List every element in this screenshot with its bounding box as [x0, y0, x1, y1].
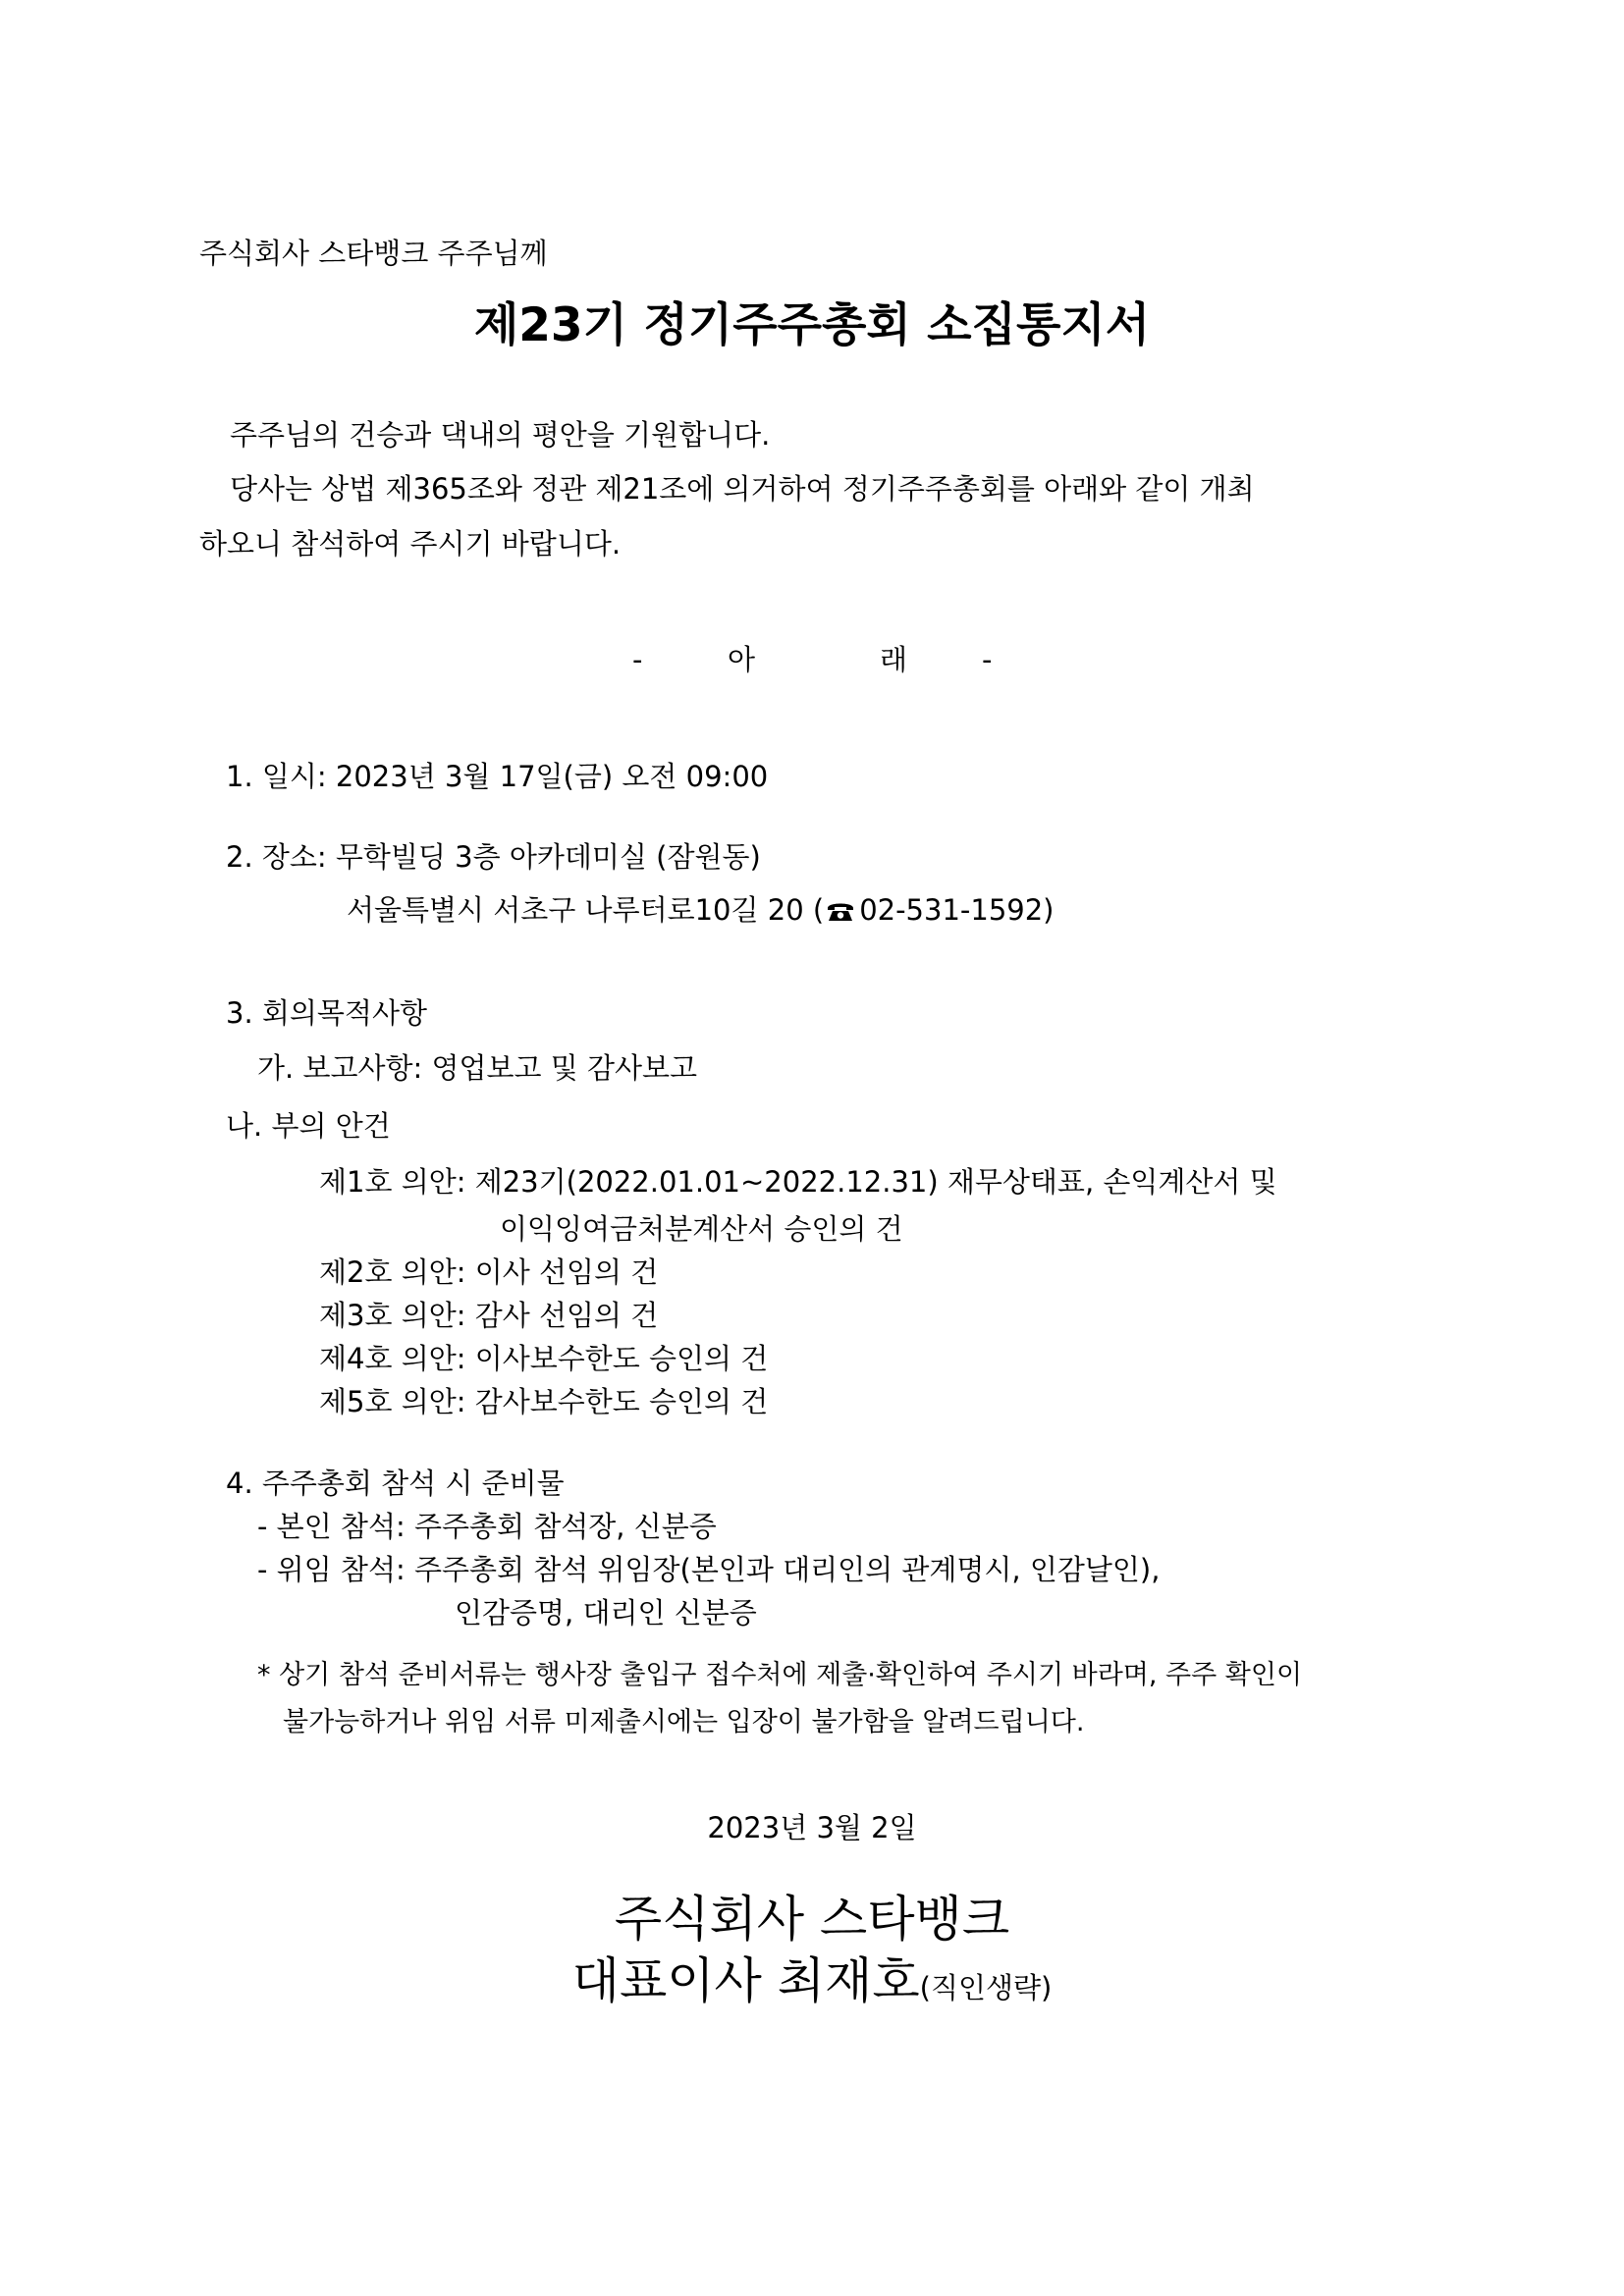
- agenda-item-1: 제1호 의안: 제23기(2022.01.01~2022.12.31) 재무상태표, 손익계산서 및: [319, 1165, 1277, 1199]
- intro-line-3: 하오니 참석하여 주시기 바랍니다.: [199, 527, 622, 561]
- item-agenda-heading: 3. 회의목적사항: [226, 996, 427, 1030]
- addressee: 주식회사 스타뱅크 주주님께: [199, 237, 548, 270]
- prep-proxy: - 위임 참석: 주주총회 참석 위임장(본인과 대리인의 관계명시, 인감날인),: [257, 1553, 1161, 1586]
- seal-note: (직인생략): [919, 1971, 1053, 2004]
- location-address: [347, 893, 1055, 927]
- ara-dash-left: -: [632, 643, 643, 676]
- item-preparations: 4. 주주총회 참석 시 준비물: [226, 1467, 565, 1500]
- ara-dash-right: -: [982, 643, 993, 676]
- telephone-icon: [826, 899, 855, 923]
- item-location: 2. 장소: 무학빌딩 3층 아카데미실 (잠원동): [226, 840, 761, 874]
- agenda-item-1-cont: 이익잉여금처분계산서 승인의 건: [500, 1212, 903, 1246]
- phone-number: 02-531-1592): [859, 893, 1055, 927]
- issue-date: 2023년 3월 2일: [707, 1811, 917, 1844]
- document-title: 제23기 정기주주총회 소집통지서: [473, 298, 1151, 352]
- ara-a: 아: [728, 643, 756, 676]
- agenda-item-3: 제3호 의안: 감사 선임의 건: [319, 1299, 659, 1332]
- address-text: 서울특별시 서초구 나루터로10길 20 (: [347, 893, 825, 927]
- note-line-2: 불가능하거나 위임 서류 미제출시에는 입장이 불가함을 알려드립니다.: [283, 1707, 1085, 1737]
- agenda-heading: 나. 부의 안건: [226, 1109, 391, 1143]
- agenda-item-4: 제4호 의안: 이사보수한도 승인의 건: [319, 1342, 769, 1375]
- ceo-name: 대표이사 최재호: [571, 1952, 920, 2009]
- item-date-time: 1. 일시: 2023년 3월 17일(금) 오전 09:00: [226, 760, 769, 793]
- note-line-1: * 상기 참석 준비서류는 행사장 출입구 접수처에 제출·확인하여 주시기 바라며, 주주 확인이: [257, 1660, 1303, 1690]
- prep-proxy-cont: 인감증명, 대리인 신분증: [455, 1596, 757, 1629]
- intro-line-1: 주주님의 건승과 댁내의 평안을 기원합니다.: [230, 418, 771, 452]
- prep-self: - 본인 참석: 주주총회 참석장, 신분증: [257, 1510, 717, 1543]
- intro-line-2: 당사는 상법 제365조와 정관 제21조에 의거하여 정기주주총회를 아래와 같이 개최: [230, 472, 1255, 506]
- ara-rae: 래: [880, 643, 908, 676]
- agenda-item-5: 제5호 의안: 감사보수한도 승인의 건: [319, 1385, 769, 1418]
- ceo-signature: [0, 1952, 1624, 2009]
- report-items: 가. 보고사항: 영업보고 및 감사보고: [257, 1051, 698, 1085]
- company-name: 주식회사 스타뱅크: [614, 1891, 1010, 1948]
- agenda-item-2: 제2호 의안: 이사 선임의 건: [319, 1255, 659, 1289]
